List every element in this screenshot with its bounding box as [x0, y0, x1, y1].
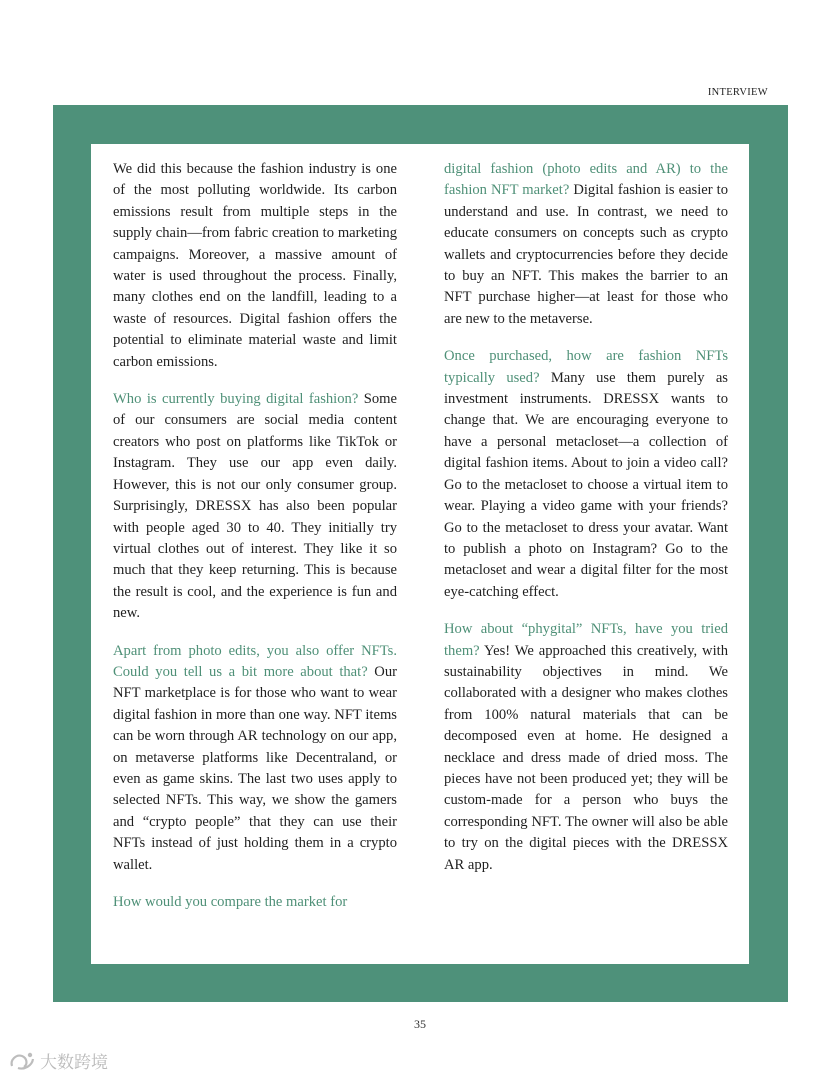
- paragraph: [113, 641, 397, 876]
- question-text: Once purchased, how are fashion NFTs typically used?: [444, 348, 728, 386]
- answer-text: Some of our consumers are social media content creators who post on platforms like TikTok or Instagram. They use our app even daily. However, this is not our only consumer group. Surprisingly, DRESSX has also been popular with people aged 30 to 40. They initially try virtual clothes out of interest. They like it so much that they keep returning. This is because the result is cool, and the experience is fun and new.: [113, 391, 397, 622]
- paragraph: [113, 389, 397, 624]
- left-column: [113, 159, 397, 929]
- watermark: [8, 1048, 108, 1073]
- paragraph: [444, 346, 728, 603]
- answer-text: Our NFT marketplace is for those who want to wear digital fashion in more than one way. NFT items can be worn through AR technology on our app, on metaverse platforms like Decentraland, or even as game skins. The last two uses apply to selected NFTs. This way, we show the gamers and “crypto people” that they can use their NFTs instead of just holding them in a crypto wallet.: [113, 663, 397, 873]
- watermark-text: 大数跨境: [40, 1053, 108, 1073]
- section-label: INTERVIEW: [707, 87, 768, 98]
- answer-text: Many use them purely as investment instruments. DRESSX wants to change that. We are encouraging everyone to have a personal metacloset—a collection of digital fashion items. About to join a video call? Go to the metacloset to choose a virtual item to wear. Playing a video game with your friends? Go to the metacloset to dress your avatar. Want to publish a photo on Instagram? Go to the metacloset and wear a digital filter for the most eye-catching effect.: [444, 369, 728, 600]
- logo-mark-icon: [8, 1050, 36, 1072]
- question-text: How would you compare the market for: [113, 894, 348, 910]
- page-number: 35: [414, 1017, 426, 1031]
- answer-text: We did this because the fashion industry is one of the most polluting worldwide. Its carbon emissions result from multiple steps in the supply chain—from fabric creation to marketing campaigns. Moreover, a massive amount of water is used throughout the process. Finally, many clothes end on the landfill, leading to a waste of resources. Digital fashion offers the potential to eliminate material waste and limit carbon emissions.: [113, 161, 397, 370]
- answer-text: Yes! We approached this creatively, with sustainability objectives in mind. We collaborated with a designer who makes clothes from 100% natural materials that can be decomposed even at home. He designed a necklace and dress made of dried moss. The pieces have not been produced yet; they will be custom-made for a person who buys the corresponding NFT. The owner will also be able to try on the digital pieces with the DRESSX AR app.: [444, 642, 728, 873]
- question-text: Who is currently buying digital fashion?: [113, 391, 359, 408]
- question-text: How about “phygital” NFTs, have you tried them?: [444, 621, 728, 659]
- question-text: Apart from photo edits, you also offer NFTs. Could you tell us a bit more about that?: [113, 642, 397, 680]
- answer-text: Digital fashion is easier to understand and use. In contrast, we need to educate consumers on concepts such as crypto wallets and cryptocurrencies before they decide to buy an NFT. This makes the barrier to an NFT purchase higher—at least for those who are new to the metaverse.: [444, 182, 728, 327]
- question-text: digital fashion (photo edits and AR) to the fashion NFT market?: [444, 161, 728, 199]
- paragraph: [113, 892, 397, 913]
- paragraph: [444, 159, 728, 330]
- paragraph: [113, 159, 397, 373]
- paragraph: [444, 619, 728, 876]
- right-column: [444, 159, 728, 892]
